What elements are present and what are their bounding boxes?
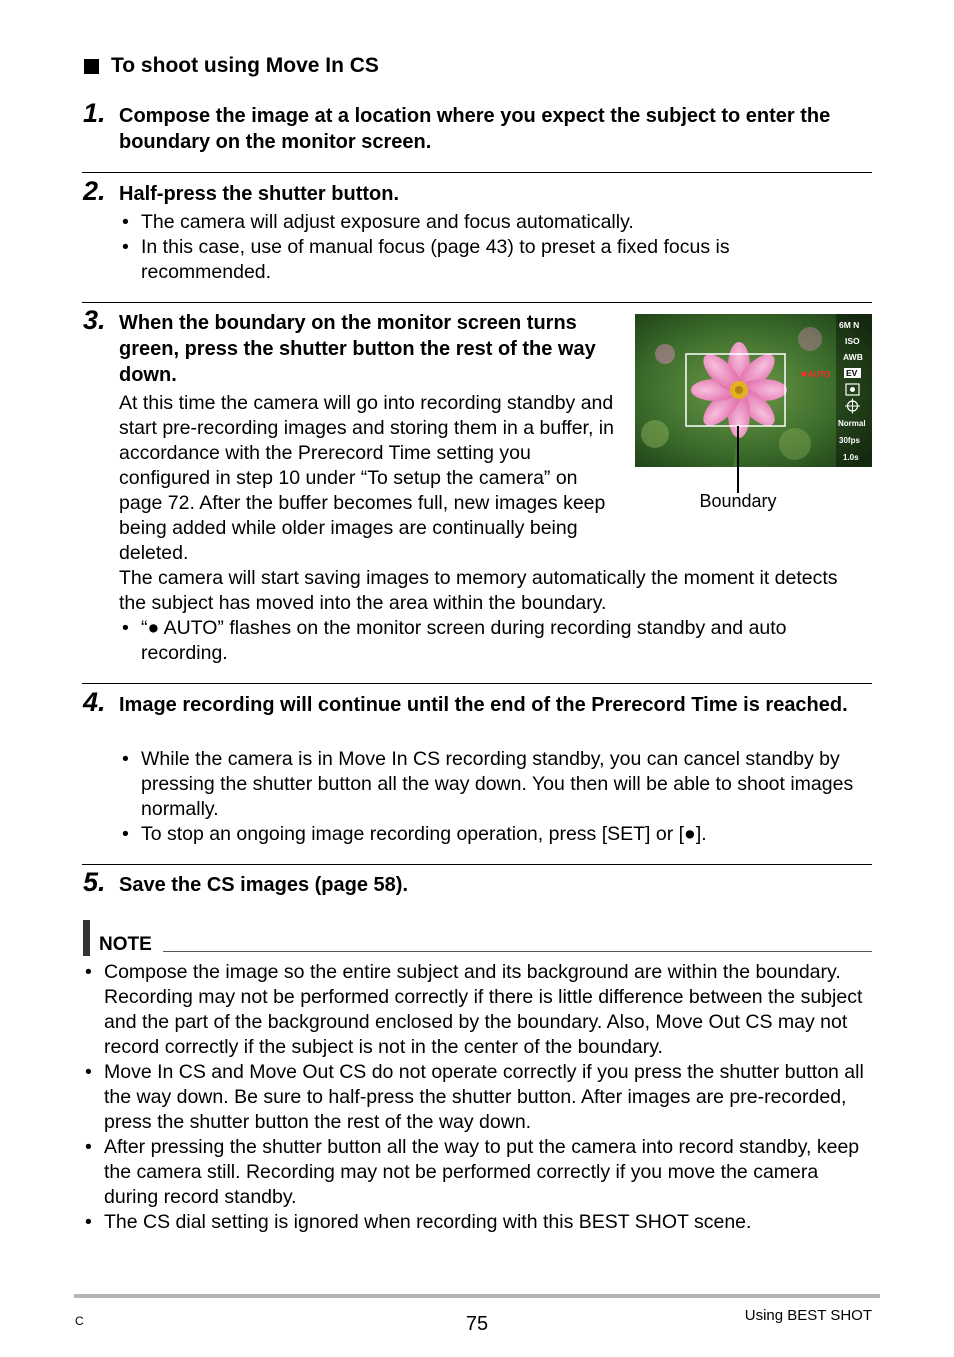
osd-awb-icon: AWB [843,352,863,362]
divider [82,172,872,173]
osd-iso-icon: ISO [845,336,860,346]
footer-rule [74,1294,880,1298]
list-item: • In this case, use of manual focus (page 43) to preset a fixed focus is recommended. [119,235,819,285]
note-bar [83,920,90,956]
footer-chapter-title: Using BEST SHOT [744,1307,872,1324]
step-4-number: 4. [83,687,106,717]
step-3-paragraph-1: At this time the camera will go into recording standby and start pre-recording images and storing them in a buffer, in accordance with the Prerecord Time setting you configured in step 10 under “To setup the camera” on page 72. After the buffer becomes full, new images keep being added while older images are continually being deleted. [119,392,614,564]
note-label: NOTE [99,934,152,955]
list-item: • To stop an ongoing image recording operation, press [SET] or [●]. [119,822,874,847]
section-title [84,54,379,78]
svg-text:EV: EV [846,368,858,378]
step-1-heading: Compose the image at a location where you expect the subject to enter the boundary on the monitor screen. [119,105,831,153]
step-2-heading: Half-press the shutter button. [119,183,400,205]
list-item: • Compose the image so the entire subject and its background are within the boundary. Recording may not be performed correctly if there is little difference between the subject and the part of the background enclosed by the boundary. Also, Move Out CS may not record correctly if the subject is not in the center of the boundary. [82,960,872,1060]
monitor-screen-illustration [635,314,872,467]
divider [82,683,872,684]
divider [82,302,872,303]
list-item: • After pressing the shutter button all the way to put the camera into record standby, keep the camera still. Recording may not be performed correctly if you move the camera during record standby. [82,1135,872,1210]
osd-auto-label: AUTO [808,370,831,379]
note-bullets [82,960,872,1235]
osd-fps-icon: 30fps [839,436,860,445]
step-3-bullets [119,616,859,666]
square-bullet-icon [84,59,99,74]
list-item: • Move In CS and Move Out CS do not operate correctly if you press the shutter button all the way down. Be sure to half-press the shutter button. After images are pre-recorded, press the shutter button the rest of the way down. [82,1060,872,1135]
divider [82,864,872,865]
monitor-screen-photo [635,314,872,467]
osd-size-icon: 6M N [839,320,860,330]
step-5-heading: Save the CS images (page 58). [119,874,409,896]
page-number: 75 [465,1313,489,1335]
step-3-number: 3. [83,305,106,335]
step-3-heading: When the boundary on the monitor screen turns green, press the shutter button the rest of the way down. [119,312,596,386]
step-3-paragraph-2: The camera will start saving images to memory automatically the moment it detects the subject has moved into the area within the boundary. [119,567,838,614]
step-2-number: 2. [83,176,106,206]
osd-time-icon: 1.0s [843,453,859,462]
step-1-number: 1. [83,98,106,128]
list-item: • The camera will adjust exposure and focus automatically. [119,210,819,235]
step-5-number: 5. [83,867,106,897]
record-dot-icon [802,372,807,377]
footer-language-code: C [75,1314,84,1328]
section-title-text: To shoot using Move In CS [111,54,379,77]
boundary-caption: Boundary [699,491,777,511]
list-item: • The CS dial setting is ignored when recording with this BEST SHOT scene. [82,1210,872,1235]
osd-quality-icon: Normal [838,419,866,428]
step-4-bullets [119,747,874,847]
list-item: • “● AUTO” flashes on the monitor screen during recording standby and auto recording. [119,616,859,666]
note-divider [163,951,872,952]
step-4-heading: Image recording will continue until the end of the Prerecord Time is reached. [119,694,848,716]
boundary-leader-line [737,426,739,493]
list-item: • While the camera is in Move In CS recording standby, you can cancel standby by pressing the shutter button all the way down. You then will be able to shoot images normally. [119,747,874,822]
step-2-bullets [119,210,819,285]
